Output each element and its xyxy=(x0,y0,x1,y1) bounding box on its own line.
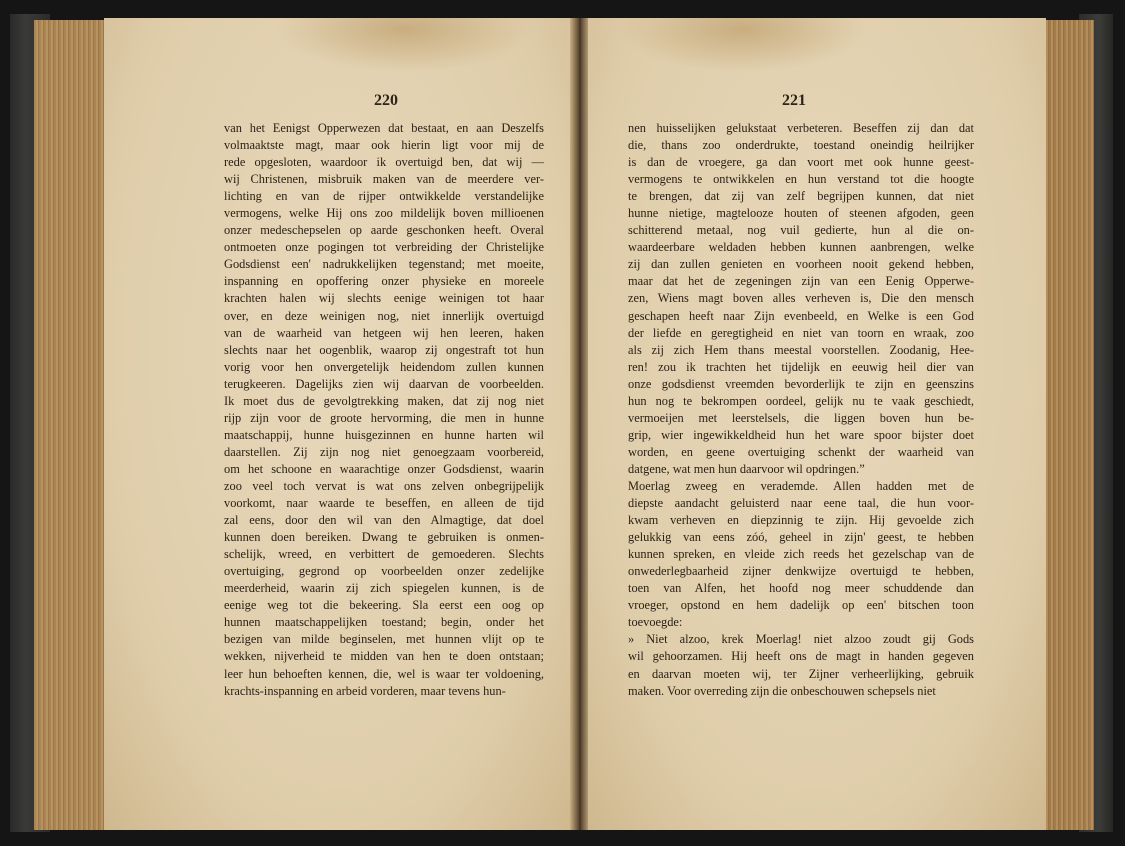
text-line: wij Christenen, misbruik maken van de meerdere ver- xyxy=(224,172,544,187)
text-line: zoo veel toch vervat is wat ons zelven onbegrijpelijk xyxy=(224,478,544,493)
text-line: vorig voor hen onvergetelijk heidendom zullen kunnen xyxy=(224,359,544,374)
right-page xyxy=(588,18,1046,830)
text-line: krachten halen wij slechts eenige weinigen tot haar xyxy=(224,291,544,306)
page-edges-right xyxy=(1044,20,1094,830)
text-line: Ik moet dus de gevolgtrekking maken, dat zij nog niet xyxy=(224,393,544,408)
text-line: zij dan zullen genieten en voorheen nooit gekend hebben, xyxy=(628,257,974,272)
text-line: maar dat het de zegeningen zijn van een Eenig Opperwe- xyxy=(628,274,974,289)
text-line: wil gehoorzamen. Hij heeft ons de magt in handen gegeven xyxy=(628,649,974,664)
text-line: zen, Wiens magt boven alles verheven is, Die den mensch xyxy=(628,291,974,306)
water-stain xyxy=(274,18,534,73)
text-line: daarstellen. Zij zijn nog niet genoegzaam voorbereid, xyxy=(224,444,544,459)
text-line: toen van Alfen, het hoofd nog meer schuddende dan xyxy=(628,581,974,596)
page-body-text xyxy=(628,120,974,700)
text-line: bezigen van milde beginselen, met hunnen vlijt op te xyxy=(224,632,544,647)
text-line: eenige weg tot die bekeering. Sla eerst een oog op xyxy=(224,598,544,613)
text-line: voorkomt, naar waarde te beseffen, en alleen de tijd xyxy=(224,496,544,511)
text-line: en daarvan moeten wij, ter Zijner verheerlijking, gebruik xyxy=(628,666,974,681)
text-line: hun nog te bekrompen oordeel, gelijk nu te vaak geschiedt, xyxy=(628,393,974,408)
text-line: maatschappij, hunne huisgezinnen en hunne harten wil xyxy=(224,427,544,442)
text-line: nen huisselijken gelukstaat verbeteren. Beseffen zij dan dat xyxy=(628,121,974,135)
text-line: volmaaktste magt, maar ook hierin ligt voor mij de xyxy=(224,138,544,153)
text-line: waardeerbare weldaden hebben kunnen aanbrengen, welke xyxy=(628,240,974,255)
text-line: van de waarheid van hetgeen wij hen leeren, haken xyxy=(224,325,544,340)
text-line: van het Eenigst Opperwezen dat bestaat, en aan Deszelfs xyxy=(224,121,544,135)
text-line: schelijk, wreed, en verbittert de gemoederen. Slechts xyxy=(224,547,544,562)
text-line: Godsdienst een' nadrukkelijken tegenstand; met moeite, xyxy=(224,257,544,272)
text-line: inspanning en opoffering onzer physieke en moreele xyxy=(224,274,544,289)
text-line: toevoegde: xyxy=(628,615,683,630)
text-line: zal eens, door den wil van den Almagtige, dat doel xyxy=(224,513,544,528)
text-line: te brengen, dat zij van zelf begrijpen kunnen, dat niet xyxy=(628,189,974,204)
text-line: schitterend metaal, nog vuil gedierte, hun al die on- xyxy=(628,223,974,238)
text-line: Moerlag zweeg en verademde. Allen hadden met de xyxy=(628,478,974,493)
text-line: grip, wier ingewikkeldheid hun het ware spoor bijster doet xyxy=(628,427,974,442)
water-stain xyxy=(618,18,868,73)
text-line: diepste aandacht geluisterd naar eene taal, die hun voor- xyxy=(628,496,974,511)
text-line: rijp zijn voor de groote hervorming, die men in hunne xyxy=(224,410,544,425)
text-line: leer hun behoeften kennen, die, wel is waar ter voldoening, xyxy=(224,666,544,681)
text-line: der liefde en geregtigheid en niet van toorn en wraak, zoo xyxy=(628,325,974,340)
text-line: meerderheid, waarin zij zich spiegelen kunnen, is de xyxy=(224,581,544,596)
text-line: kunnen doen bereiken. Dwang te gebruiken is onmen- xyxy=(224,530,544,545)
text-line: onwederlegbaarheid zijner denkwijze overtuigd te hebben, xyxy=(628,564,974,579)
text-line: lichting en van de rijper ontwikkelde verstandelijke xyxy=(224,189,544,204)
book-gutter xyxy=(570,18,590,830)
text-line: hunnen maatschappelijken toestand; begin, onder het xyxy=(224,615,544,630)
text-line: maken. Voor overreding zijn die onbeschouwen schepsels niet xyxy=(628,683,936,698)
text-line: kunnen spreken, en vleide zich reeds het gezelschap van de xyxy=(628,547,974,562)
text-line: ren! zou ik trachten het tijdelijk en eeuwig heil dier van xyxy=(628,359,974,374)
text-line: als zij zich Hem thans meestal voorstellen. Zoodanig, Hee- xyxy=(628,342,974,357)
text-line: datgene, wat men hun daarvoor wil opdringen.” xyxy=(628,461,865,476)
text-line: » Niet alzoo, krek Moerlag! niet alzoo zoudt gij Gods xyxy=(628,632,974,647)
text-line: vermoeijen met leerstelsels, die liggen boven hun be- xyxy=(628,410,974,425)
text-line: onze godsdienst vreemden bevorderlijk te zijn en geenszins xyxy=(628,376,974,391)
text-line: is dan de vroegere, ga dan voort met ook hunne geest- xyxy=(628,155,974,170)
text-line: kwam verheven en diepzinnig te zijn. Hij gevoelde zich xyxy=(628,513,974,528)
text-line: slechts naar het oogenblik, waarop zij ongestraft tot hun xyxy=(224,342,544,357)
text-line: wekken, nijverheid te midden van hen te doen ontstaan; xyxy=(224,649,544,664)
text-line: ontmoeten onze pogingen tot verbreiding der Christelijke xyxy=(224,240,544,255)
text-line: hunne nietige, magtelooze houten of steenen afgoden, geen xyxy=(628,206,974,221)
text-line: vermogens, welke Hij ons zoo mildelijk boven millioenen xyxy=(224,206,544,221)
page-edges-left xyxy=(34,20,106,830)
text-line: overtuiging, gegrond op voorbeelden onzer zedelijke xyxy=(224,564,544,579)
text-line: over, en deze weinigen nog, niet innerlijk overtuigd xyxy=(224,308,544,323)
text-line: gelukkig van eens zóó, geheel in zijn' geest, te hebben xyxy=(628,530,974,545)
page-number: 221 xyxy=(782,92,806,109)
text-line: terugkeeren. Dagelijks zien wij daarvan de voorbeelden. xyxy=(224,376,544,391)
text-line: die, thans zoo onderdrukte, toestand oneindig heilrijker xyxy=(628,138,974,153)
text-line: krachts-inspanning en arbeid vorderen, maar tevens hun- xyxy=(224,683,506,698)
page-number: 220 xyxy=(374,92,398,109)
left-page xyxy=(104,18,572,830)
text-line: geschapen heeft naar Zijn evenbeeld, en Welke is een God xyxy=(628,308,974,323)
text-line: onzer medeschepselen op aarde geschonken heeft. Overal xyxy=(224,223,544,238)
text-line: rede opgesloten, waardoor ik overtuigd ben, dat wij — xyxy=(224,155,544,170)
text-line: vermogens te ontwikkelen en hun verstand tot die hoogte xyxy=(628,172,974,187)
text-line: om het schoone en waarachtige onzer Godsdienst, waarin xyxy=(224,461,544,476)
text-line: vroeger, opstond en hem dadelijk op een' bitschen toon xyxy=(628,598,974,613)
text-line: worden, en geene overtuiging schenkt der waarheid van xyxy=(628,444,974,459)
page-body-text xyxy=(224,120,544,700)
